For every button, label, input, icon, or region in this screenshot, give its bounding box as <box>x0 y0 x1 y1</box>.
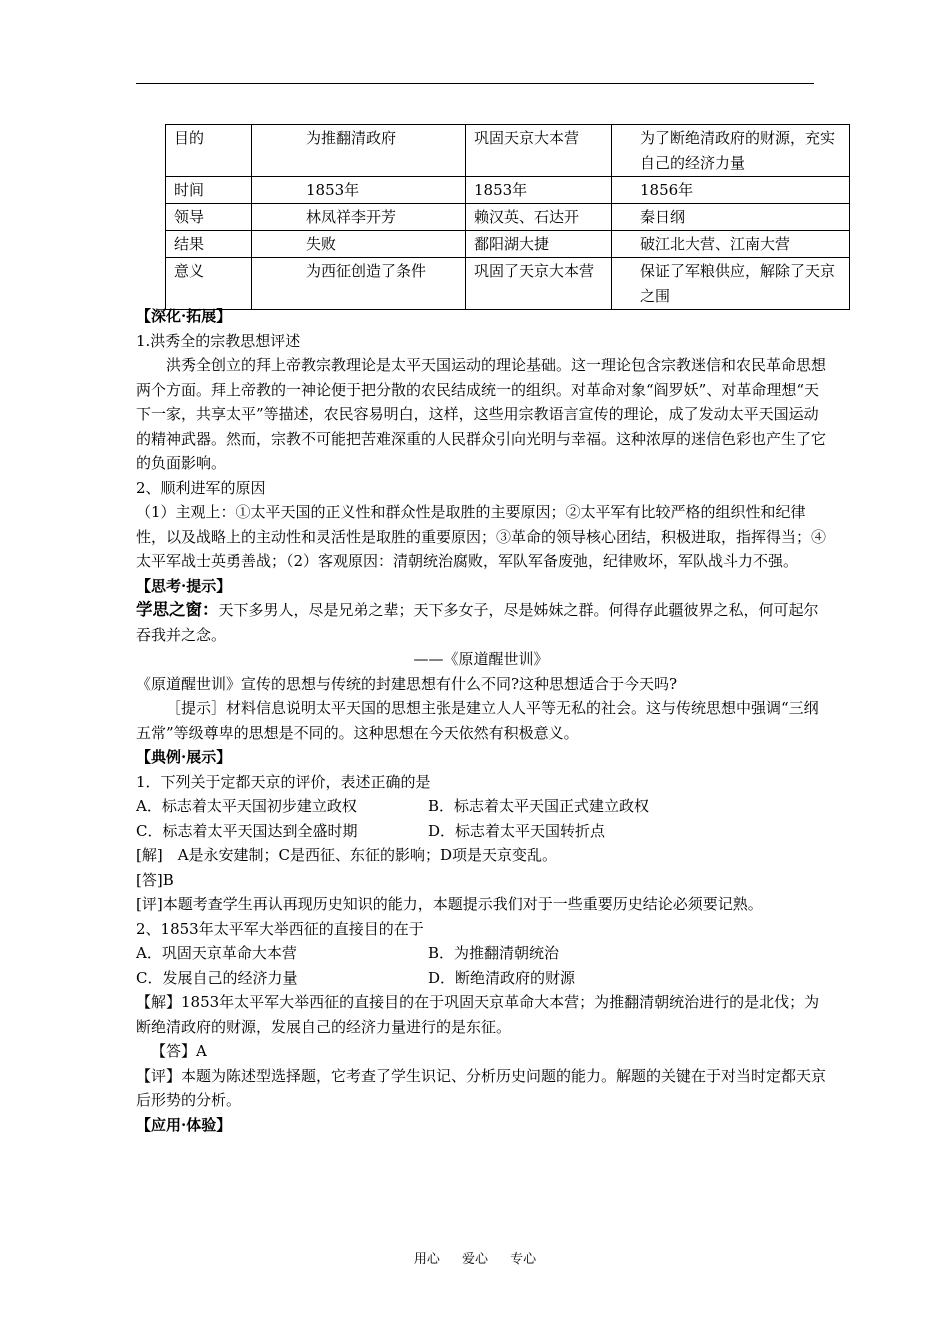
table-cell: 为西征创造了条件 <box>252 258 466 310</box>
window-label: 学思之窗： <box>136 600 219 619</box>
choice-b: B．标志着太平天国正式建立政权 <box>428 797 650 815</box>
quote-paragraph <box>136 598 826 647</box>
choice-a: A．标志着太平天国初步建立政权 <box>136 797 357 815</box>
choice-c: C．标志着太平天国达到全盛时期 <box>136 821 358 840</box>
choice-row <box>136 941 826 966</box>
subsection-heading: 1.洪秀全的宗教思想评述 <box>136 331 301 350</box>
expedition-comparison-table <box>165 124 850 310</box>
window-text: 天下多男人，尽是兄弟之辈；天下多女子，尽是姊妹之群。何得存此疆彼界之私，何可起尔吞我并之念。 <box>136 601 819 644</box>
table-cell: 保证了军粮供应，解除了天京之围 <box>612 258 850 310</box>
section-title-apply: 【应用·体验】 <box>136 1115 232 1134</box>
answer: 【答】A <box>151 1042 207 1060</box>
row-header-cell: 结果 <box>166 231 252 258</box>
table-row <box>166 204 850 231</box>
row-header-cell: 领导 <box>166 204 252 231</box>
hint-text: ［提示］材料信息说明太平天国的思想主张是建立人人平等无私的社会。这与传统思想中强调“三纲五常”等级尊卑的思想是不同的。这种思想在今天依然有积极意义。 <box>136 699 819 742</box>
table-cell: 林凤祥李开芳 <box>252 204 466 231</box>
choice-d: D．标志着太平天国转折点 <box>428 821 606 840</box>
table-cell: 为推翻清政府 <box>252 125 466 177</box>
comment: 【评】本题为陈述型选择题，它考查了学生识记、分析历史问题的能力。解题的关键在于对当时定都天京后形势的分析。 <box>136 1066 827 1109</box>
choice-d: D．断绝清政府的财源 <box>428 968 576 987</box>
choice-row <box>136 819 826 844</box>
section-title-deepen: 【深化·拓展】 <box>136 307 232 325</box>
quote-source: ——《原道醒世训》 <box>413 650 549 668</box>
table-row <box>166 177 850 204</box>
table-row <box>166 125 850 177</box>
row-header-cell: 目的 <box>166 125 252 177</box>
table-cell: 破江北大营、江南大营 <box>612 231 850 258</box>
question-text: 《原道醒世训》宣传的思想与传统的封建思想有什么不同?这种思想适合于今天吗? <box>136 674 678 693</box>
answer: [答]B <box>136 870 174 889</box>
choice-a: A．巩固天京革命大本营 <box>136 944 297 962</box>
choice-c: C．发展自己的经济力量 <box>136 968 298 987</box>
comment: [评]本题考查学生再认再现历史知识的能力，本题提示我们对于一些重要历史结论必须要记熟。 <box>136 895 763 913</box>
table-cell: 秦日纲 <box>612 204 850 231</box>
section-title-think: 【思考·提示】 <box>136 576 232 595</box>
subsection-heading: 2、顺利进军的原因 <box>136 478 266 497</box>
table-row <box>166 231 850 258</box>
page-footer: 用心 爱心 专心 <box>413 1252 537 1267</box>
row-header-cell: 意义 <box>166 258 252 310</box>
table-cell: 失败 <box>252 231 466 258</box>
table-cell: 1853年 <box>252 177 466 204</box>
explanation: 【解】1853年太平军大举西征的直接目的在于巩固天京革命大本营；为推翻清朝统治进行的是北伐；为断绝清政府的财源，发展自己的经济力量进行的是东征。 <box>136 993 820 1036</box>
choice-b: B．为推翻清朝统治 <box>428 944 560 962</box>
table-cell: 鄱阳湖大捷 <box>466 231 612 258</box>
choice-row <box>136 966 826 991</box>
header-rule <box>136 83 814 84</box>
table-cell: 为了断绝清政府的财源，充实自己的经济力量 <box>612 125 850 177</box>
question-stem: 1．下列关于定都天京的评价，表述正确的是 <box>136 772 431 791</box>
table-cell: 巩固了天京大本营 <box>466 258 612 310</box>
section-title-example: 【典例·展示】 <box>136 748 232 766</box>
table-cell: 赖汉英、石达开 <box>466 204 612 231</box>
explanation: [解] A是永安建制；C是西征、东征的影响；D项是天京变乱。 <box>136 846 558 864</box>
table-cell: 1856年 <box>612 177 850 204</box>
paragraph: （1）主观上：①太平天国的正义性和群众性是取胜的主要原因；②太平军有比较严格的组织性和纪律性，以及战略上的主动性和灵活性是取胜的重要原因；③革命的领导核心团结，积极进取，指挥得当；④太平军战士英勇善战；（2）客观原因：清朝统治腐败，军队军备废弛，纪律败坏，军队战斗力不强。 <box>136 503 827 570</box>
paragraph: 洪秀全创立的拜上帝教宗教理论是太平天国运动的理论基础。这一理论包含宗教迷信和农民革命思想两个方面。拜上帝教的一神论便于把分散的农民结成统一的组织。对革命对象“阎罗妖”、对革命理想“天下一家，共享太平”等描述，农民容易明白，这样，这些用宗教语言宣传的理论，成了发动太平天国运动的精神武器。然而，宗教不可能把苦难深重的人民群众引向光明与幸福。这种浓厚的迷信色彩也产生了它的负面影响。 <box>136 356 827 472</box>
table-cell: 巩固天京大本营 <box>466 125 612 177</box>
table-row <box>166 258 850 310</box>
document-body <box>136 304 826 1137</box>
row-header-cell: 时间 <box>166 177 252 204</box>
choice-row <box>136 794 826 819</box>
table-cell: 1853年 <box>466 177 612 204</box>
question-stem: 2、1853年太平军大举西征的直接目的在于 <box>136 919 424 938</box>
